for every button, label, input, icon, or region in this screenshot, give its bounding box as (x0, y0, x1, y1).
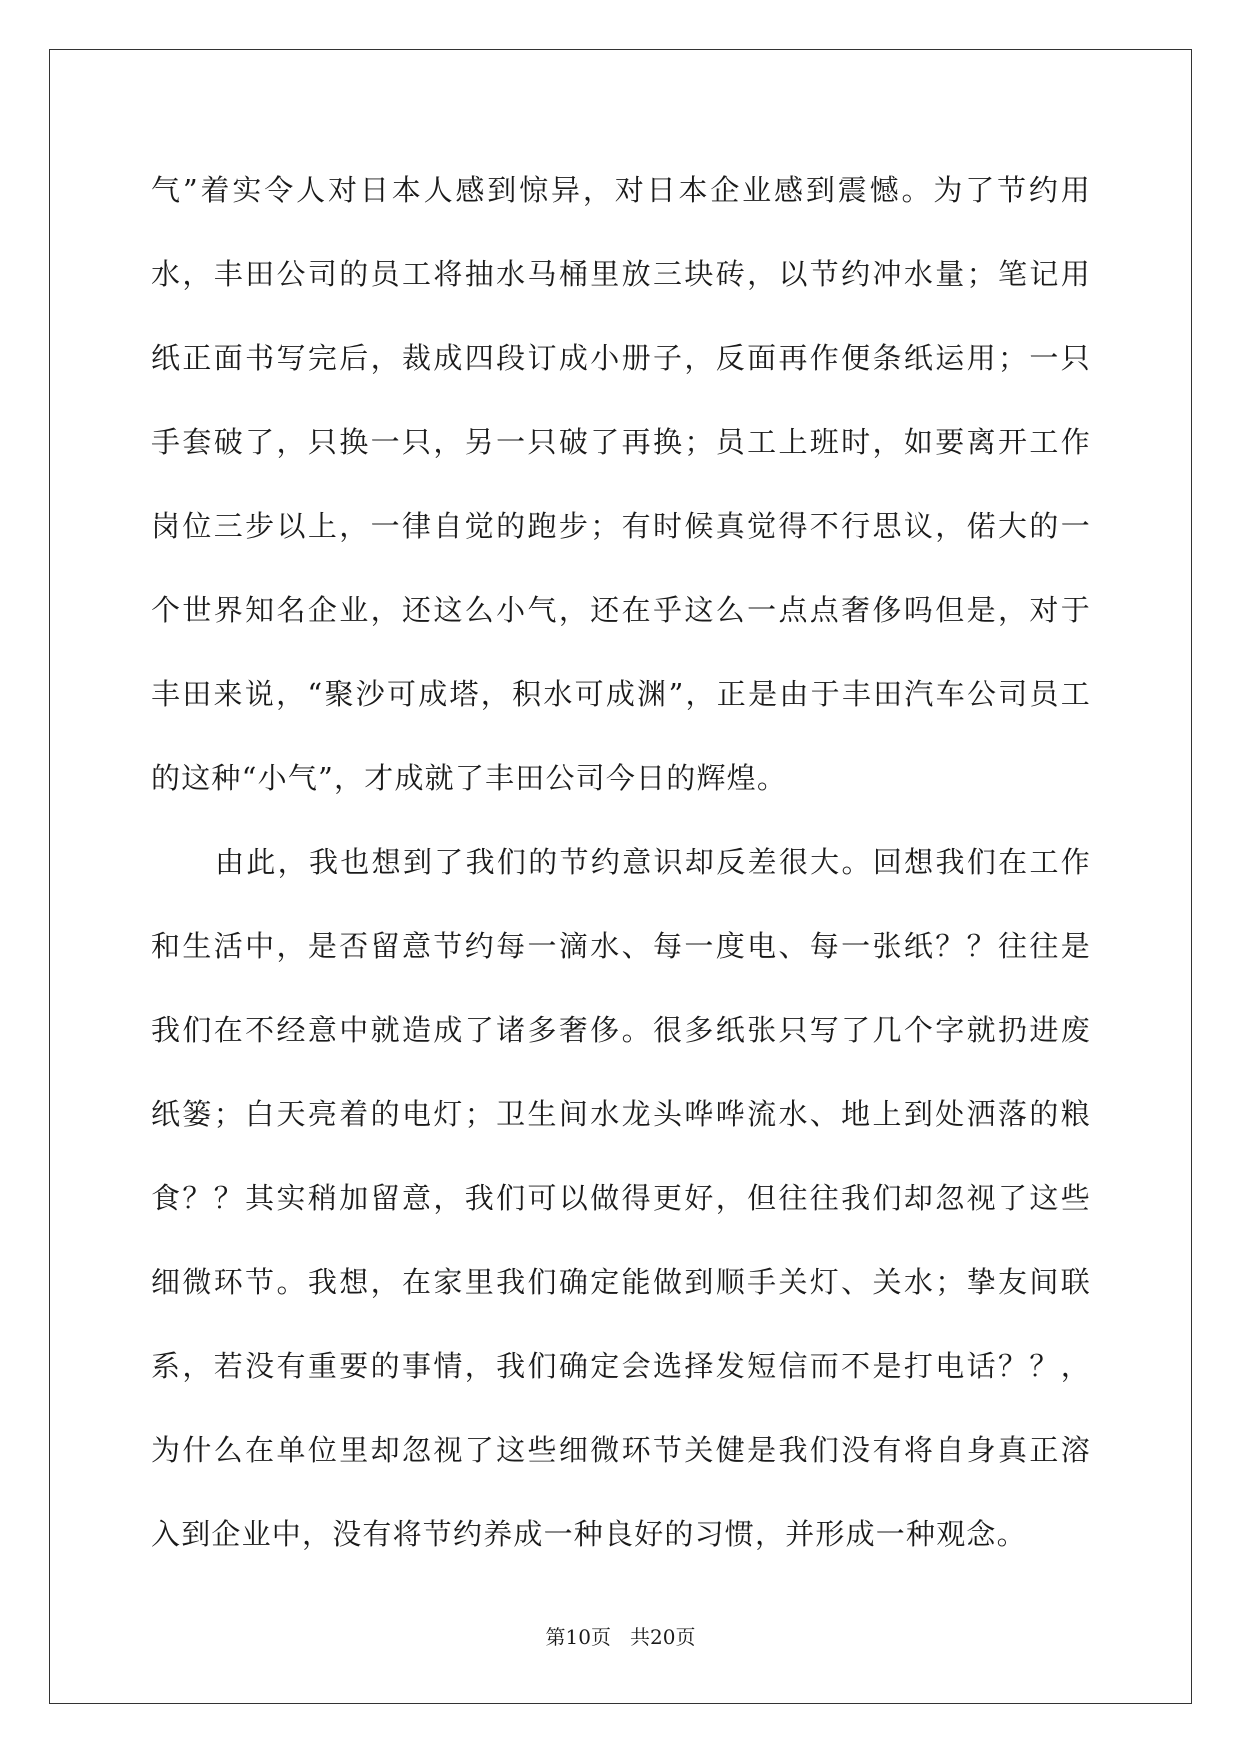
text-line: 纸正面书写完后，裁成四段订成小册子，反面再作便条纸运用；一只 (151, 341, 1091, 375)
text-line: 水，丰田公司的员工将抽水马桶里放三块砖，以节约冲水量；笔记用 (151, 257, 1091, 291)
text-line: 气”着实令人对日本人感到惊异，对日本企业感到震憾。为了节约用 (151, 173, 1091, 207)
text-line: 岗位三步以上，一律自觉的跑步；有时候真觉得不行思议，偌大的一 (151, 509, 1091, 543)
text-line: 纸篓；白天亮着的电灯；卫生间水龙头哗哗流水、地上到处洒落的粮 (151, 1097, 1091, 1131)
text-line: 个世界知名企业，还这么小气，还在乎这么一点点奢侈吗但是，对于 (151, 593, 1091, 627)
text-line: 入到企业中，没有将节约养成一种良好的习惯，并形成一种观念。 (151, 1517, 1027, 1551)
text-line: 为什么在单位里却忽视了这些细微环节关健是我们没有将自身真正溶 (151, 1433, 1091, 1467)
text-line: 我们在不经意中就造成了诸多奢侈。很多纸张只写了几个字就扔进废 (151, 1013, 1091, 1047)
page-number-footer: 第10页 共20页 (545, 1625, 696, 1649)
document-body (151, 148, 1091, 1576)
text-line: 和生活中，是否留意节约每一滴水、每一度电、每一张纸？？往往是 (151, 929, 1091, 963)
text-line: 系，若没有重要的事情，我们确定会选择发短信而不是打电话？？， (151, 1349, 1091, 1383)
text-line: 的这种“小气”，才成就了丰田公司今日的辉煌。 (151, 761, 788, 795)
paragraph-first-line: 由此，我也想到了我们的节约意识却反差很大。回想我们在工作 (215, 845, 1091, 879)
text-line: 丰田来说，“聚沙可成塔，积水可成渊”，正是由于丰田汽车公司员工 (151, 677, 1091, 711)
text-line: 食？？其实稍加留意，我们可以做得更好，但往往我们却忽视了这些 (151, 1181, 1091, 1215)
text-line: 手套破了，只换一只，另一只破了再换；员工上班时，如要离开工作 (151, 425, 1091, 459)
text-line: 细微环节。我想，在家里我们确定能做到顺手关灯、关水；挚友间联 (151, 1265, 1091, 1299)
